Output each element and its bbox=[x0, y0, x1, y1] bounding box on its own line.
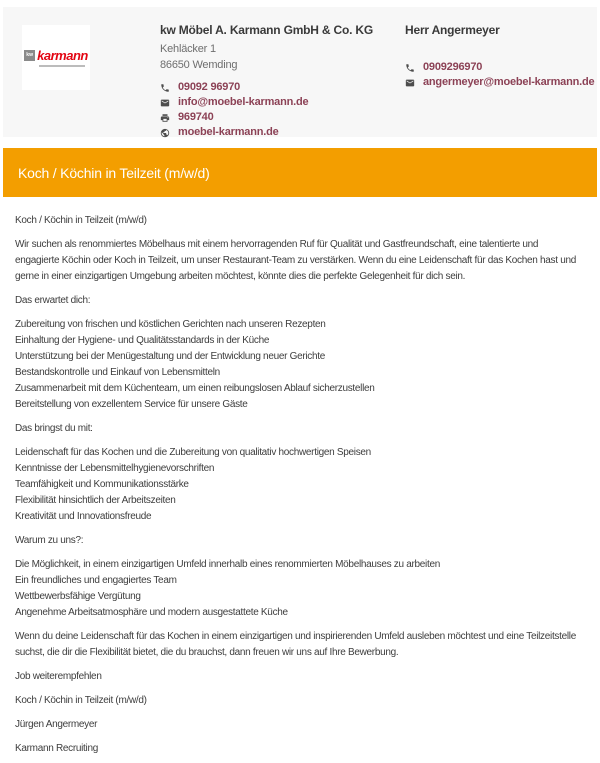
contact-link[interactable]: 0909296970 bbox=[423, 61, 483, 73]
contact-link[interactable]: moebel-karmann.de bbox=[178, 126, 279, 138]
expectations-heading: Das erwartet dich: bbox=[15, 295, 91, 306]
logo-tagline-bar bbox=[39, 65, 85, 67]
why-us-list bbox=[15, 557, 585, 621]
closing-paragraph-line: Wenn du deine Leidenschaft für das Kochen in einem einzigartigen und inspirierenden Umfeld ausleben möchtest und eine Teilzeitstelle bbox=[15, 631, 576, 642]
why-us-list-line: Angenehme Arbeitsatmosphäre und modern ausgestattete Küche bbox=[15, 607, 288, 618]
intro-paragraph-line: gerne in einer einzigartigen Umgebung arbeiten möchtest, könnte dies die perfekte Gelegenheit für dich sein. bbox=[15, 271, 466, 282]
recruiting-team bbox=[15, 741, 585, 757]
contact-row bbox=[160, 110, 373, 125]
job-description bbox=[0, 197, 600, 757]
expectations-list bbox=[15, 317, 585, 413]
closing-paragraph-line: suchst, die dir die Flexibilität bietet, die du brauchst, dann freuen wir uns auf Ihre Bewerbung. bbox=[15, 647, 399, 658]
header bbox=[3, 7, 597, 137]
expectations-list-line: Bestandskontrolle und Einkauf von Lebensmitteln bbox=[15, 367, 220, 378]
contact-row bbox=[160, 80, 373, 95]
requirements-list-line: Kenntnisse der Lebensmittelhygienevorschriften bbox=[15, 463, 215, 474]
envelope-icon bbox=[160, 98, 170, 108]
requirements-heading bbox=[15, 421, 585, 437]
contact-row bbox=[160, 125, 373, 140]
recommend-job-link bbox=[15, 669, 585, 685]
footer-job-title: Koch / Köchin in Teilzeit (m/w/d) bbox=[15, 695, 147, 706]
person-contact-list bbox=[405, 60, 594, 90]
intro-paragraph bbox=[15, 237, 585, 285]
contact-person-name: Herr Angermeyer bbox=[405, 23, 500, 37]
intro-paragraph-line: Wir suchen als renommiertes Möbelhaus mit einem hervorragenden Ruf für Qualität und Gastfreundschaft, eine talentierte und bbox=[15, 239, 539, 250]
requirements-heading: Das bringst du mit: bbox=[15, 423, 93, 434]
job-title-bar bbox=[3, 148, 597, 197]
fax-icon bbox=[160, 113, 170, 123]
recruiting-team: Karmann Recruiting bbox=[15, 743, 98, 754]
closing-paragraph bbox=[15, 629, 585, 661]
company-name: kw Möbel A. Karmann GmbH & Co. KG bbox=[160, 23, 373, 37]
logo-kw-mark-icon: kw bbox=[24, 50, 35, 61]
expectations-list-line: Zusammenarbeit mit dem Küchenteam, um einen reibungslosen Ablauf sicherzustellen bbox=[15, 383, 375, 394]
logo-brand-text: karmann bbox=[37, 47, 88, 63]
envelope-icon bbox=[405, 78, 415, 88]
why-us-heading bbox=[15, 533, 585, 549]
requirements-list-line: Flexibilität hinsichtlich der Arbeitszeiten bbox=[15, 495, 176, 506]
job-title-bar-text: Koch / Köchin in Teilzeit (m/w/d) bbox=[18, 164, 210, 181]
recruiter-name bbox=[15, 717, 585, 733]
contact-link[interactable]: 969740 bbox=[178, 111, 214, 123]
requirements-list-line: Teamfähigkeit und Kommunikationsstärke bbox=[15, 479, 189, 490]
company-info bbox=[160, 22, 373, 140]
contact-link[interactable]: 09092 96970 bbox=[178, 81, 241, 93]
company-address-line-2: 86650 Wemding bbox=[160, 59, 238, 71]
expectations-list-line: Unterstützung bei der Menügestaltung und der Entwicklung neuer Gerichte bbox=[15, 351, 326, 362]
recommend-job-link[interactable]: Job weiterempfehlen bbox=[15, 671, 102, 682]
phone-icon bbox=[160, 83, 170, 93]
footer-job-title bbox=[15, 693, 585, 709]
why-us-list-line: Die Möglichkeit, in einem einzigartigen Umfeld innerhalb eines renommierten Möbelhauses zu arbeiten bbox=[15, 559, 440, 570]
contact-person-info bbox=[405, 22, 594, 90]
job-title-line: Koch / Köchin in Teilzeit (m/w/d) bbox=[15, 215, 147, 226]
job-title-line bbox=[15, 213, 585, 229]
why-us-list-line: Wettbewerbsfähige Vergütung bbox=[15, 591, 141, 602]
contact-link[interactable]: info@moebel-karmann.de bbox=[178, 96, 309, 108]
contact-link[interactable]: angermeyer@moebel-karmann.de bbox=[423, 76, 595, 88]
company-address-line-1: Kehläcker 1 bbox=[160, 43, 216, 55]
intro-paragraph-line: engagierte Köchin oder Koch in Teilzeit, um unser Restaurant-Team zu verstärken. Wenn du eine Leidenschaft für das Kochen hast und bbox=[15, 255, 576, 266]
company-contact-list bbox=[160, 80, 373, 140]
phone-icon bbox=[405, 63, 415, 73]
globe-icon bbox=[160, 128, 170, 138]
expectations-list-line: Einhaltung der Hygiene- und Qualitätsstandards in der Küche bbox=[15, 335, 270, 346]
expectations-list-line: Bereitstellung von exzellentem Service für unsere Gäste bbox=[15, 399, 248, 410]
requirements-list-line: Kreativität und Innovationsfreude bbox=[15, 511, 152, 522]
why-us-list-line: Ein freundliches und engagiertes Team bbox=[15, 575, 177, 586]
requirements-list-line: Leidenschaft für das Kochen und die Zubereitung von qualitativ hochwertigen Speisen bbox=[15, 447, 371, 458]
contact-row bbox=[405, 75, 594, 90]
requirements-list bbox=[15, 445, 585, 525]
recruiter-name: Jürgen Angermeyer bbox=[15, 719, 98, 730]
contact-row bbox=[160, 95, 373, 110]
why-us-heading: Warum zu uns?: bbox=[15, 535, 84, 546]
expectations-list-line: Zubereitung von frischen und köstlichen Gerichten nach unseren Rezepten bbox=[15, 319, 326, 330]
contact-row bbox=[405, 60, 594, 75]
expectations-heading bbox=[15, 293, 585, 309]
company-logo bbox=[22, 25, 90, 90]
